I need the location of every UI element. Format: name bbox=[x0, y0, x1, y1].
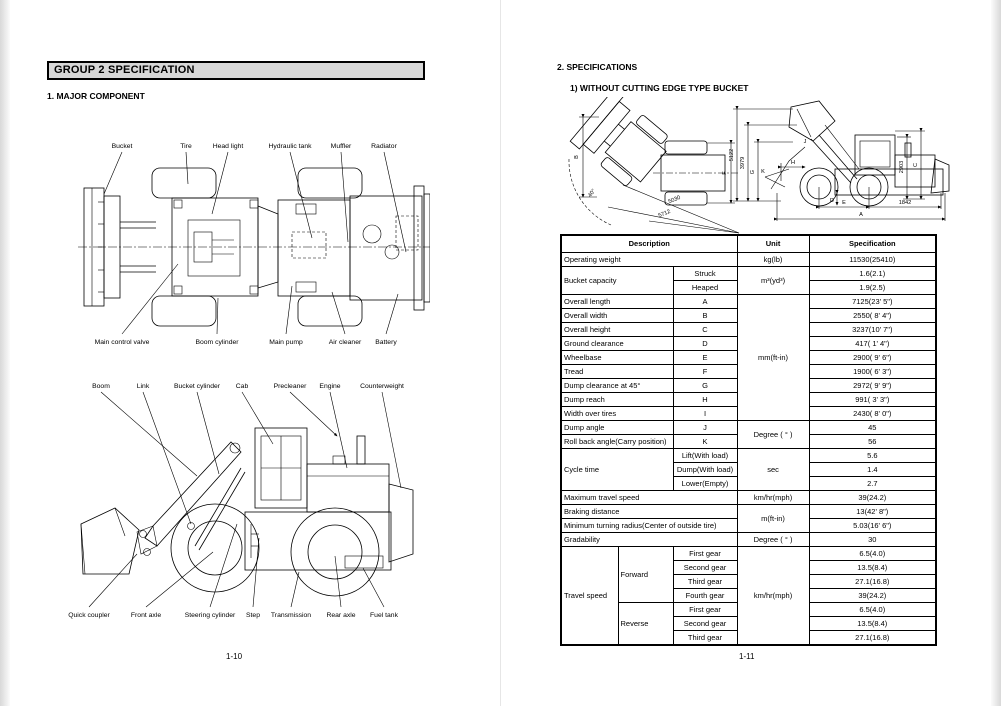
spec-cell: K bbox=[673, 435, 737, 449]
spec-cell: Tread bbox=[561, 365, 673, 379]
spec-header-cell: Description bbox=[561, 235, 737, 253]
spec-cell: H bbox=[673, 393, 737, 407]
part-label-main-pump: Main pump bbox=[269, 339, 303, 346]
spec-cell: 3237(10' 7") bbox=[809, 323, 936, 337]
dim-label-5122: 5122 bbox=[729, 148, 735, 162]
part-label-air-cleaner: Air cleaner bbox=[328, 339, 362, 346]
spec-row bbox=[561, 267, 936, 281]
part-label-counterweight: Counterweight bbox=[360, 383, 404, 390]
spec-cell: 417( 1' 4") bbox=[809, 337, 936, 351]
spec-cell: Dump reach bbox=[561, 393, 673, 407]
dim-label-k: K bbox=[761, 169, 765, 175]
spec-cell: mm(ft-in) bbox=[737, 295, 809, 421]
spec-cell: I bbox=[673, 407, 737, 421]
spec-cell: 6.5(4.0) bbox=[809, 547, 936, 561]
spec-cell: G bbox=[673, 379, 737, 393]
part-label-engine: Engine bbox=[319, 383, 341, 390]
part-label-transmission: Transmission bbox=[270, 612, 312, 619]
dim-label-a: A bbox=[859, 212, 863, 218]
spec-cell: 27.1(16.8) bbox=[809, 631, 936, 646]
page-edge-left bbox=[0, 0, 10, 706]
spec-cell: 2972( 9' 9") bbox=[809, 379, 936, 393]
spec-cell: m³(yd³) bbox=[737, 267, 809, 295]
spec-table-body bbox=[561, 235, 936, 645]
spec-cell: Minimum turning radius(Center of outside tire) bbox=[561, 519, 737, 533]
spec-cell: 6.5(4.0) bbox=[809, 603, 936, 617]
page-edge-right bbox=[991, 0, 1001, 706]
dim-label-g: G bbox=[750, 169, 756, 175]
spec-table bbox=[560, 234, 937, 646]
spec-header-row bbox=[561, 235, 936, 253]
spec-row bbox=[561, 491, 936, 505]
spec-cell: kg(lb) bbox=[737, 253, 809, 267]
part-label-hydraulic-tank: Hydraulic tank bbox=[268, 143, 312, 150]
spec-row bbox=[561, 533, 936, 547]
spec-cell: Third gear bbox=[673, 631, 737, 646]
spec-cell: F bbox=[673, 365, 737, 379]
spec-cell: C bbox=[673, 323, 737, 337]
spec-cell: Second gear bbox=[673, 561, 737, 575]
spec-cell: 991( 3' 3") bbox=[809, 393, 936, 407]
spec-header-cell: Unit bbox=[737, 235, 809, 253]
part-label-main-control-valve: Main control valve bbox=[94, 339, 150, 346]
spec-cell: 1.6(2.1) bbox=[809, 267, 936, 281]
spec-cell: 13.5(8.4) bbox=[809, 617, 936, 631]
spec-cell: Third gear bbox=[673, 575, 737, 589]
part-label-radiator: Radiator bbox=[371, 143, 397, 150]
part-label-precleaner: Precleaner bbox=[273, 383, 307, 390]
spec-cell: m(ft-in) bbox=[737, 505, 809, 533]
spec-cell: Overall width bbox=[561, 309, 673, 323]
dim-label-40deg: 40° bbox=[587, 188, 598, 199]
spec-cell: Fourth gear bbox=[673, 589, 737, 603]
spec-cell: Degree ( ° ) bbox=[737, 421, 809, 449]
spec-cell: 39(24.2) bbox=[809, 491, 936, 505]
bucket-type-subtitle: 1) WITHOUT CUTTING EDGE TYPE BUCKET bbox=[570, 83, 749, 93]
spec-cell: Width over tires bbox=[561, 407, 673, 421]
spec-cell: Braking distance bbox=[561, 505, 737, 519]
spec-cell: 13(42' 8") bbox=[809, 505, 936, 519]
spec-cell: 2430( 8' 0") bbox=[809, 407, 936, 421]
spec-cell: Roll back angle(Carry position) bbox=[561, 435, 673, 449]
spec-cell: sec bbox=[737, 449, 809, 491]
spec-row bbox=[561, 421, 936, 435]
left-page bbox=[0, 0, 500, 706]
spec-cell: Travel speed bbox=[561, 547, 618, 646]
part-label-muffler: Muffler bbox=[330, 143, 352, 150]
left-page-number: 1-10 bbox=[226, 652, 243, 661]
part-label-bucket-cylinder: Bucket cylinder bbox=[173, 383, 221, 390]
spec-cell: Bucket capacity bbox=[561, 267, 673, 295]
spec-cell: D bbox=[673, 337, 737, 351]
spec-cell: First gear bbox=[673, 547, 737, 561]
dim-label-h: H bbox=[790, 160, 796, 166]
part-label-battery: Battery bbox=[375, 339, 397, 346]
spec-row bbox=[561, 449, 936, 463]
spec-cell: 56 bbox=[809, 435, 936, 449]
spec-row bbox=[561, 547, 936, 561]
spec-cell: 11530(25410) bbox=[809, 253, 936, 267]
spec-cell: Dump(With load) bbox=[673, 463, 737, 477]
spec-cell: 27.1(16.8) bbox=[809, 575, 936, 589]
spec-cell: Dump clearance at 45° bbox=[561, 379, 673, 393]
spec-cell: 2550( 8' 4") bbox=[809, 309, 936, 323]
spec-row bbox=[561, 295, 936, 309]
part-label-tire: Tire bbox=[180, 143, 192, 150]
spec-cell: km/hr(mph) bbox=[737, 547, 809, 646]
dim-label-j: J bbox=[803, 139, 807, 145]
spec-cell: Ground clearance bbox=[561, 337, 673, 351]
spec-cell: Reverse bbox=[618, 603, 673, 646]
dim-label-d: D bbox=[829, 198, 835, 204]
dimension-diagram bbox=[553, 97, 953, 235]
spec-cell: B bbox=[673, 309, 737, 323]
spec-cell: Dump angle bbox=[561, 421, 673, 435]
loader-top-view-diagram bbox=[60, 136, 430, 358]
part-label-step: Step bbox=[246, 612, 260, 619]
part-label-head-light: Head light bbox=[212, 143, 244, 150]
part-label-boom: Boom bbox=[92, 383, 110, 390]
spec-cell: 1900( 6' 3") bbox=[809, 365, 936, 379]
right-page bbox=[501, 0, 1001, 706]
dim-label-5712: 5712 bbox=[657, 208, 672, 220]
spec-cell: Overall height bbox=[561, 323, 673, 337]
part-label-quick-coupler: Quick coupler bbox=[68, 612, 110, 619]
spec-row bbox=[561, 253, 936, 267]
spec-cell: 39(24.2) bbox=[809, 589, 936, 603]
spec-cell: Gradability bbox=[561, 533, 737, 547]
spec-cell: First gear bbox=[673, 603, 737, 617]
spec-cell: Wheelbase bbox=[561, 351, 673, 365]
specifications-title: 2. SPECIFICATIONS bbox=[557, 62, 638, 72]
spec-row bbox=[561, 505, 936, 519]
part-label-bucket: Bucket bbox=[111, 143, 133, 150]
spec-cell: Overall length bbox=[561, 295, 673, 309]
spec-cell: Heaped bbox=[673, 281, 737, 295]
right-page-number: 1-11 bbox=[739, 652, 755, 661]
group-header: GROUP 2 SPECIFICATION bbox=[47, 61, 425, 80]
dim-label-c: C bbox=[913, 162, 919, 168]
spec-cell: 5.03(16' 6") bbox=[809, 519, 936, 533]
spec-cell: Forward bbox=[618, 547, 673, 603]
spec-cell: 1.4 bbox=[809, 463, 936, 477]
spec-cell: 1.9(2.5) bbox=[809, 281, 936, 295]
spec-cell: Second gear bbox=[673, 617, 737, 631]
dim-label-2903: 2903 bbox=[899, 160, 905, 174]
spec-header-cell: Specification bbox=[809, 235, 936, 253]
part-label-cab: Cab bbox=[235, 383, 249, 390]
spec-cell: J bbox=[673, 421, 737, 435]
spec-cell: E bbox=[673, 351, 737, 365]
spec-cell: A bbox=[673, 295, 737, 309]
spec-cell: Degree ( ° ) bbox=[737, 533, 809, 547]
spec-cell: 5.6 bbox=[809, 449, 936, 463]
loader-side-view-diagram bbox=[45, 376, 430, 624]
spec-cell: Cycle time bbox=[561, 449, 673, 491]
dim-label-b: B bbox=[574, 155, 580, 159]
spec-cell: 2900( 9' 6") bbox=[809, 351, 936, 365]
part-label-link: Link bbox=[136, 383, 150, 390]
major-component-title: 1. MAJOR COMPONENT bbox=[47, 91, 145, 101]
part-label-fuel-tank: Fuel tank bbox=[370, 612, 398, 619]
spec-cell: Lower(Empty) bbox=[673, 477, 737, 491]
spec-cell: Lift(With load) bbox=[673, 449, 737, 463]
dim-label-3979: 3979 bbox=[740, 156, 746, 170]
spec-cell: km/hr(mph) bbox=[737, 491, 809, 505]
spec-cell: 13.5(8.4) bbox=[809, 561, 936, 575]
part-label-rear-axle: Rear axle bbox=[326, 612, 356, 619]
spec-cell: 7125(23' 5") bbox=[809, 295, 936, 309]
spec-cell: Maximum travel speed bbox=[561, 491, 737, 505]
spec-cell: Struck bbox=[673, 267, 737, 281]
part-label-front-axle: Front axle bbox=[130, 612, 162, 619]
spec-cell: 45 bbox=[809, 421, 936, 435]
spec-cell: 2.7 bbox=[809, 477, 936, 491]
dim-label-f: F bbox=[722, 171, 728, 175]
spec-cell: Operating weight bbox=[561, 253, 737, 267]
dim-label-e: E bbox=[842, 200, 846, 206]
dim-label-1842: 1842 bbox=[898, 200, 912, 206]
spec-cell: 30 bbox=[809, 533, 936, 547]
part-label-boom-cylinder: Boom cylinder bbox=[195, 339, 239, 346]
part-label-steering-cylinder: Steering cylinder bbox=[184, 612, 236, 619]
dim-label-5030: 5030 bbox=[667, 194, 682, 206]
